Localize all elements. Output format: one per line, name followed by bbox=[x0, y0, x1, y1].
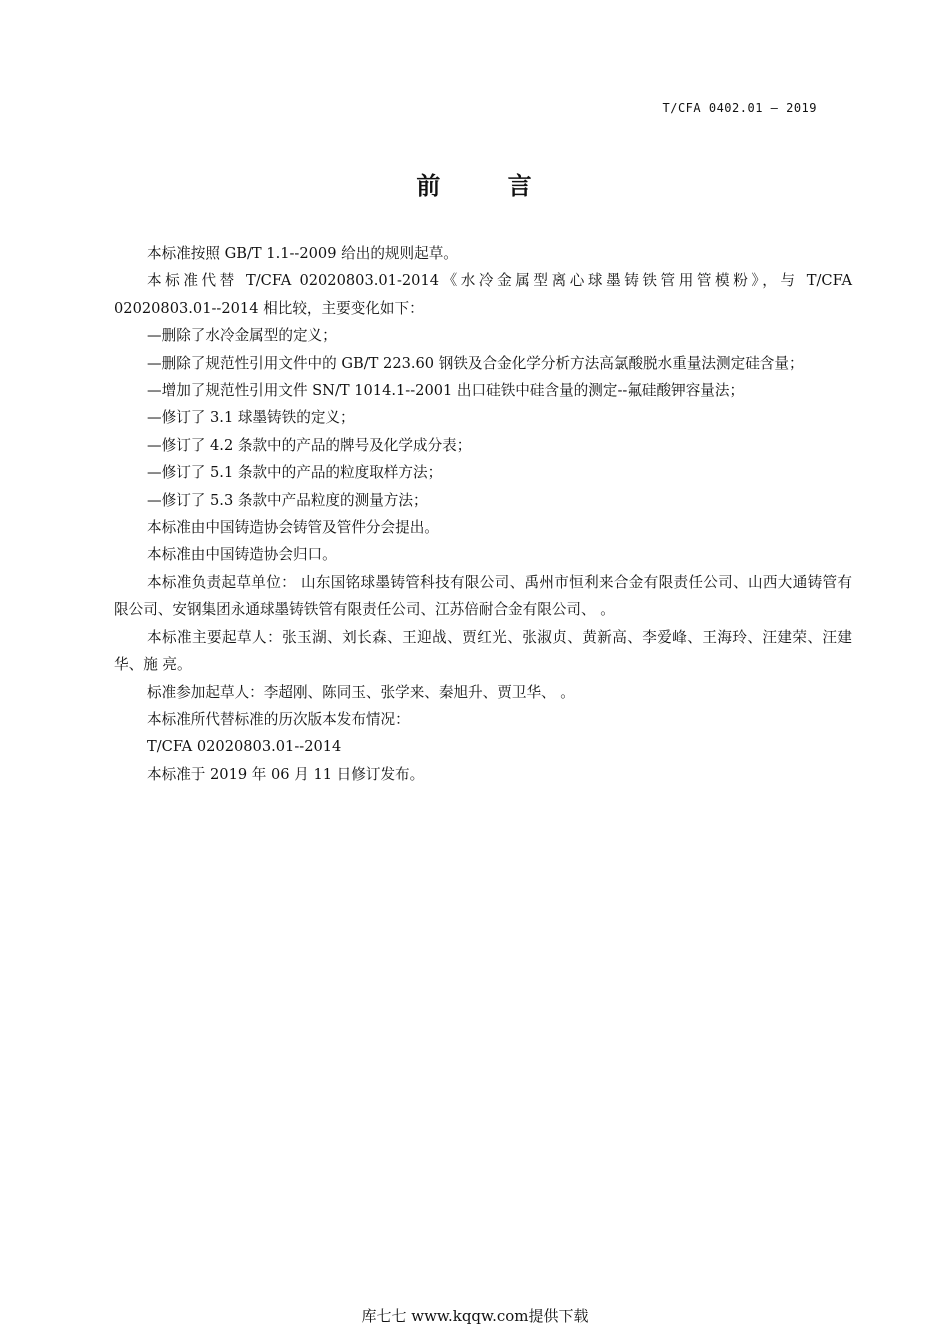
footer-watermark: 库七七 www.kqqw.com提供下载 bbox=[361, 1307, 589, 1325]
change-item: —修订了 4.2 条款中的产品的牌号及化学成分表； bbox=[147, 436, 472, 454]
foreword-body bbox=[114, 240, 852, 788]
paragraph-centralized-by: 本标准由中国铸造协会归口。 bbox=[147, 546, 337, 564]
document-code: T/CFA 0402.01 — 2019 bbox=[662, 101, 817, 115]
change-item: —修订了 5.3 条款中产品粒度的测量方法； bbox=[147, 491, 428, 509]
paragraph-proposed-by: 本标准由中国铸造协会铸管及管件分会提出。 bbox=[147, 519, 439, 537]
page-title: 前 言 bbox=[416, 172, 534, 200]
change-item: —删除了规范性引用文件中的 GB/T 223.60 钢铁及合金化学分析方法高氯酸脱水重量法测定硅含量； bbox=[147, 354, 804, 372]
paragraph-main-drafters: 本标准主要起草人：张玉湖、刘长森、王迎战、贾红光、张淑贞、黄新高、李爱峰、王海玲、汪建荣、汪建华、施 亮。 bbox=[114, 628, 852, 674]
paragraph-drafting-rules: 本标准按照 GB/T 1.1--2009 给出的规则起草。 bbox=[147, 245, 458, 262]
change-item: —增加了规范性引用文件 SN/T 1014.1--2001 出口硅铁中硅含量的测定--氟硅酸钾容量法； bbox=[147, 382, 745, 400]
paragraph-drafting-units: 本标准负责起草单位： 山东国铭球墨铸管科技有限公司、禹州市恒利来合金有限责任公司、山西大通铸管有限公司、安钢集团永通球墨铸铁管有限责任公司、江苏倍耐合金有限公司、 。 bbox=[114, 573, 852, 619]
paragraph-replaces: 本标准代替 T/CFA 02020803.01-2014《水冷金属型离心球墨铸铁管用管模粉》，与 T/CFA 02020803.01--2014 相比较，主要变化如下： bbox=[114, 272, 852, 317]
paragraph-participating-drafters: 标准参加起草人：李超刚、陈同玉、张学来、秦旭升、贾卫华、 。 bbox=[147, 683, 575, 701]
change-item: —删除了水冷金属型的定义； bbox=[147, 327, 337, 345]
paragraph-history-heading: 本标准所代替标准的历次版本发布情况： bbox=[147, 710, 410, 728]
change-item: —修订了 3.1 球墨铸铁的定义； bbox=[147, 409, 355, 427]
paragraph-history-version: T/CFA 02020803.01--2014 bbox=[147, 738, 342, 756]
paragraph-release-date: 本标准于 2019 年 06 月 11 日修订发布。 bbox=[147, 765, 425, 783]
change-item: —修订了 5.1 条款中的产品的粒度取样方法； bbox=[147, 464, 443, 482]
